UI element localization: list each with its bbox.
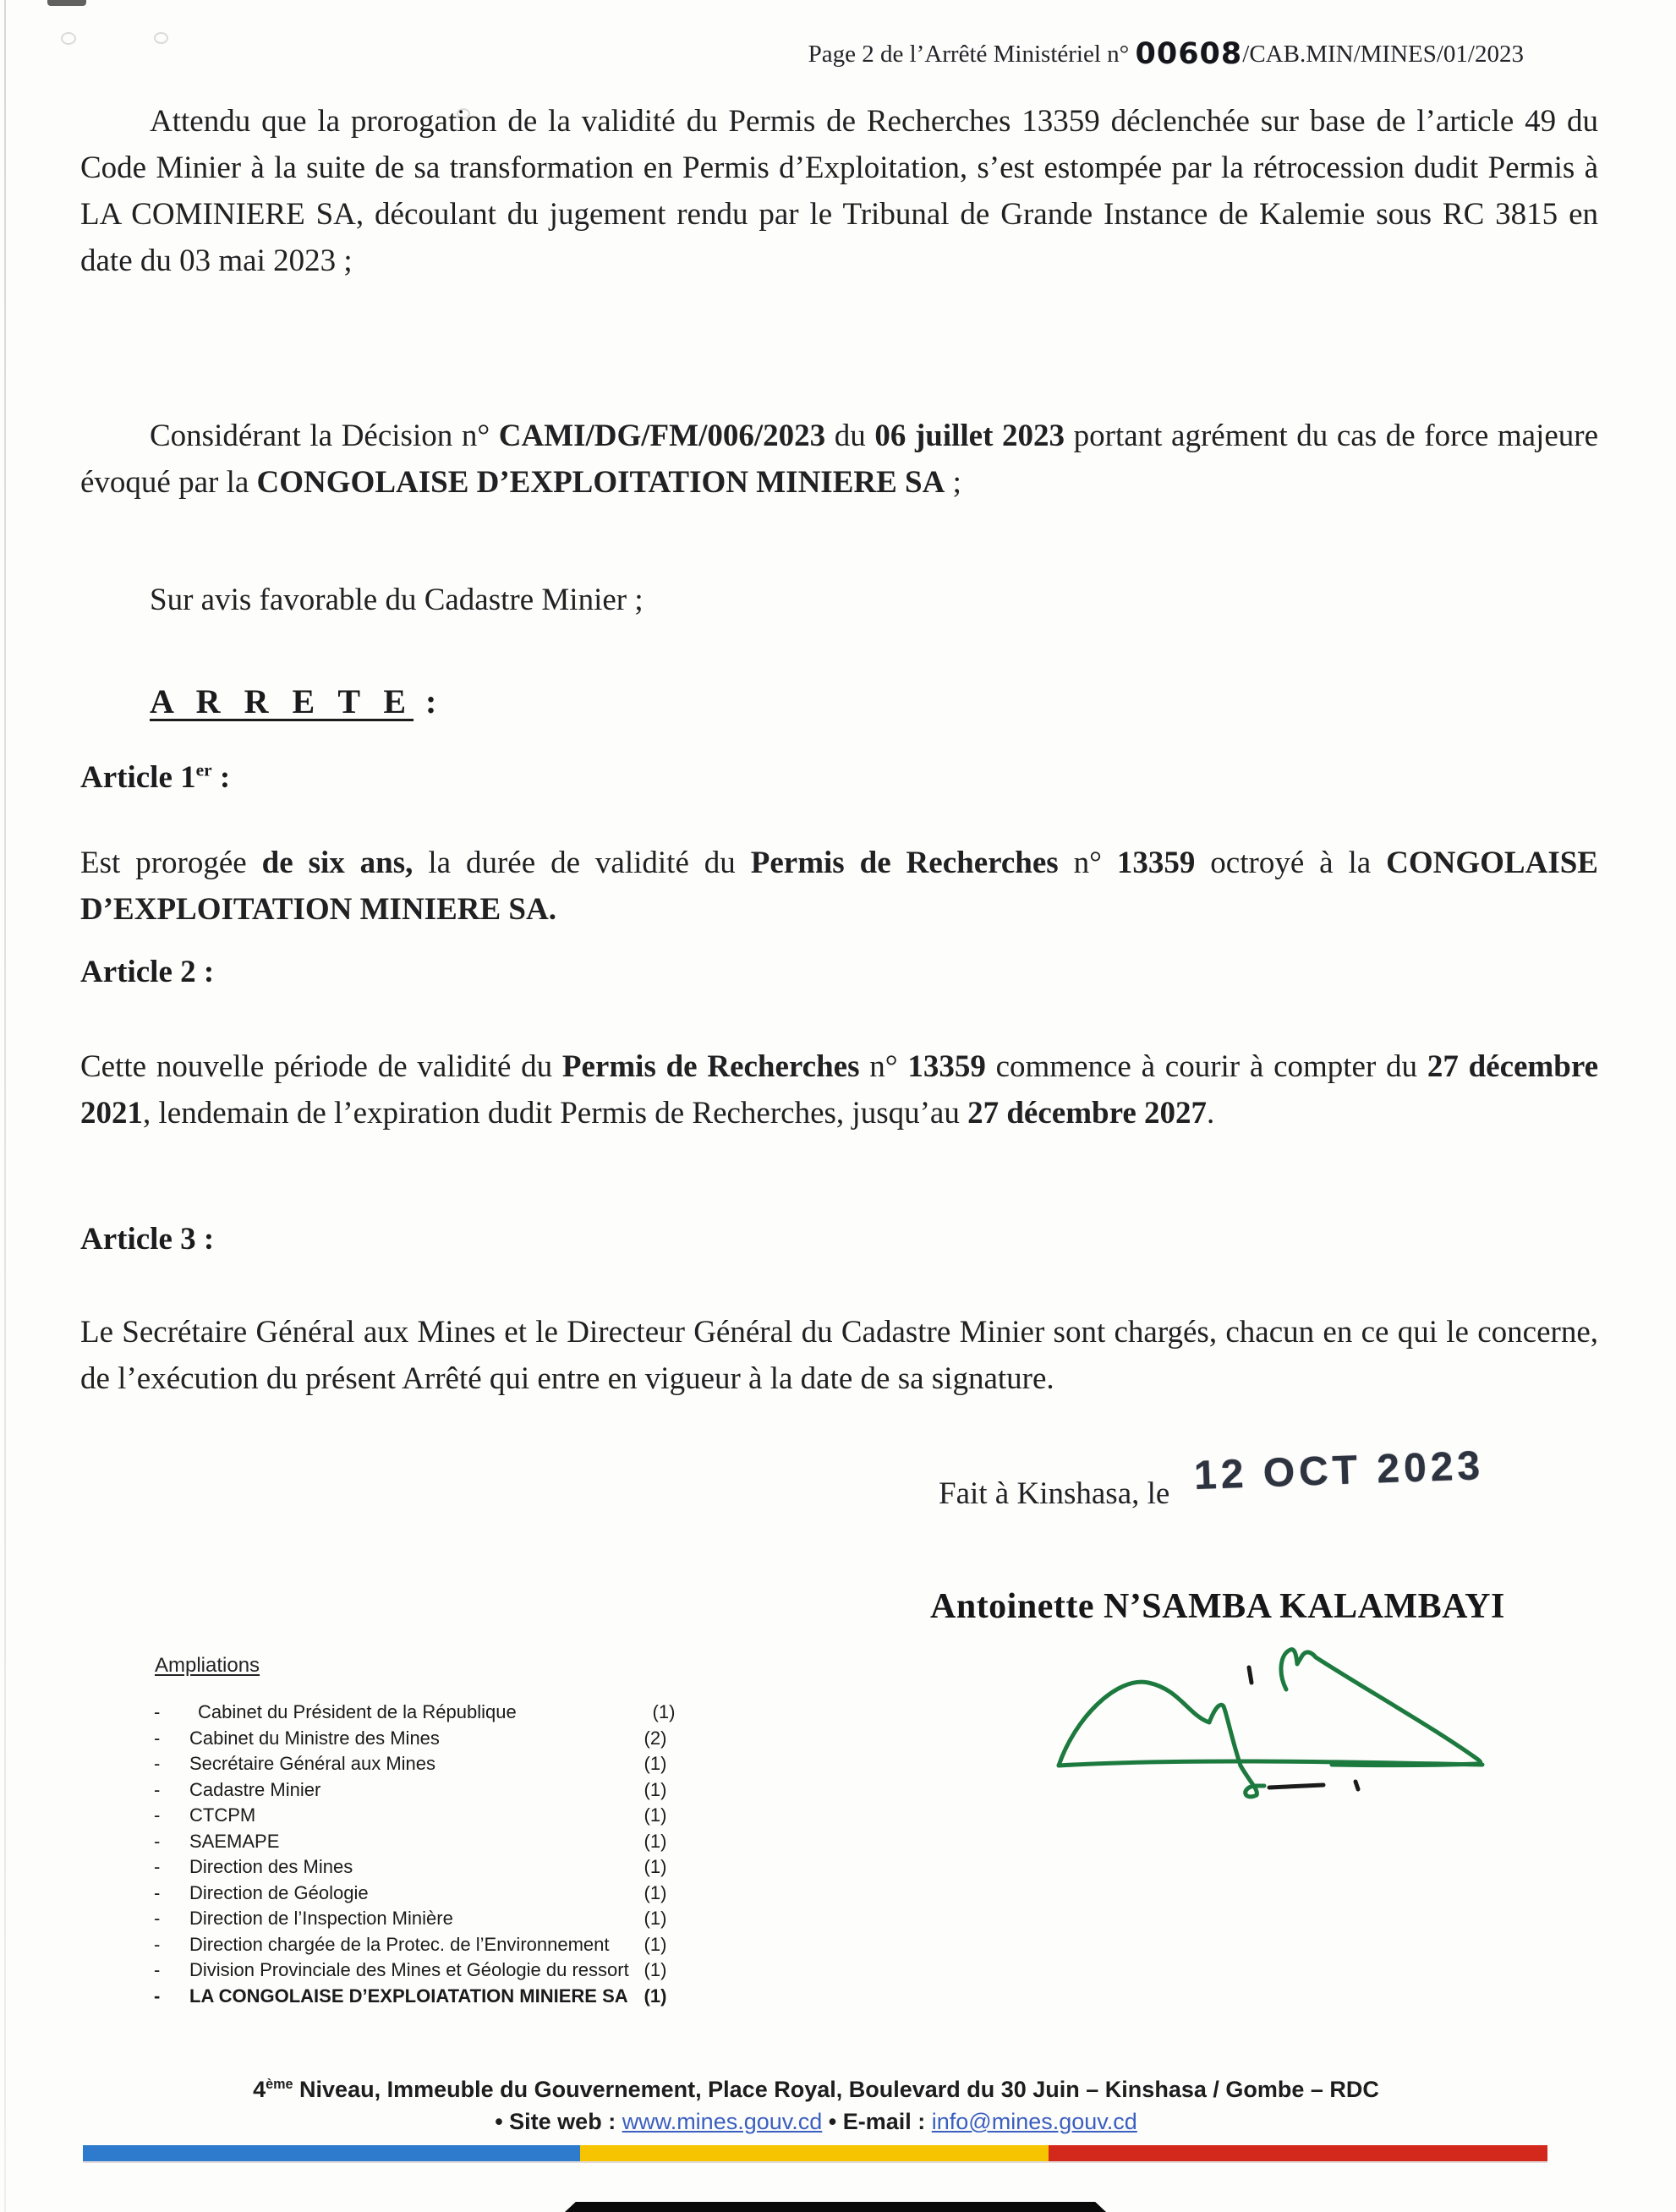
footer-links: [0, 2105, 1632, 2138]
list-item-label: Direction de l’Inspection Minière: [189, 1908, 453, 1929]
signature-ink-dash: [1269, 1785, 1323, 1788]
article-1-number: Article 1: [80, 760, 196, 795]
bold-text-run: CONGOLAISE D’EXPLOITATION MINIERE SA.: [80, 846, 1598, 927]
bold-text-run: 27 décembre 2021: [80, 1049, 1599, 1131]
list-item-label: CTCPM: [189, 1804, 256, 1826]
flag-yellow-segment: [580, 2145, 1049, 2161]
footer-address-num: 4: [253, 2077, 266, 2102]
footer-email-label: • E-mail :: [822, 2109, 932, 2134]
list-item-count: (1): [644, 1753, 667, 1774]
article-3-number: Article 3: [80, 1222, 196, 1257]
page-ref-prefix: Page 2 de l’Arrêté Ministériel n°: [808, 41, 1136, 68]
list-item: [152, 1803, 693, 1829]
text-run: n°: [1058, 846, 1117, 880]
list-item-label: Secrétaire Général aux Mines: [189, 1753, 436, 1774]
site-web-link[interactable]: www.mines.gouv.cd: [622, 2109, 823, 2134]
signature: [1051, 1637, 1491, 1806]
signature-flourish: [1281, 1650, 1481, 1766]
list-item-dash: -: [154, 1908, 161, 1929]
bold-text-run: Permis de Recherches: [561, 1049, 860, 1084]
list-item: [152, 1984, 693, 2010]
list-item: [152, 1700, 693, 1726]
text-run: ;: [945, 465, 961, 500]
list-item-dash: -: [154, 1778, 161, 1800]
article-1-heading: [80, 759, 230, 796]
paragraph-avis: Sur avis favorable du Cadastre Minier ;: [150, 583, 644, 617]
bold-text-run: 06 juillet 2023: [874, 419, 1065, 453]
article-1-body: [80, 840, 1598, 933]
list-item: [152, 1829, 693, 1855]
list-item-dash: -: [154, 1701, 161, 1722]
flag-color-bar: [83, 2145, 1547, 2161]
list-item: [152, 1726, 693, 1752]
list-item-count: (1): [644, 1856, 667, 1877]
bold-text-run: CAMI/DG/FM/006/2023: [498, 419, 826, 453]
list-item-dash: -: [154, 1804, 161, 1826]
text-run: du: [825, 419, 875, 453]
page-footer: [0, 2068, 1632, 2138]
article-1-colon: :: [211, 760, 231, 795]
ampliations-list: [152, 1700, 693, 2009]
footer-siteweb-label: • Site web :: [495, 2109, 622, 2134]
text-run: Cette nouvelle période de validité du: [80, 1049, 562, 1084]
bottom-black-bar: [565, 2202, 1106, 2212]
list-item-dash: -: [154, 1727, 161, 1749]
text-run: Considérant la Décision n°: [150, 419, 499, 453]
list-item: [152, 1751, 693, 1777]
text-run: , lendemain de l’expiration dudit Permis de Recherches, jusqu’au: [143, 1096, 968, 1131]
list-item: [152, 1777, 693, 1804]
article-3-heading: [80, 1221, 214, 1257]
signature-ink-dot: [1356, 1782, 1358, 1789]
page-ref-suffix: /CAB.MIN/MINES/01/2023: [1242, 41, 1524, 68]
list-item: [152, 1906, 693, 1932]
article-2-number: Article 2: [80, 955, 196, 989]
list-item-label: Direction chargée de la Protec. de l’Environnement: [189, 1933, 610, 1955]
list-item-count: (1): [644, 1959, 667, 1980]
article-2-colon: :: [195, 955, 215, 989]
flag-blue-segment: [83, 2145, 580, 2161]
article-3-body: [80, 1309, 1598, 1402]
signature-arc: [1059, 1682, 1264, 1797]
list-item-label: Direction de Géologie: [189, 1881, 369, 1903]
text-run: Est prorogée: [80, 846, 262, 880]
list-item-label: Division Provinciale des Mines et Géologie du ressort: [189, 1959, 629, 1980]
text-run: .: [1207, 1096, 1215, 1131]
footer-address-rest: Niveau, Immeuble du Gouvernement, Place Royal, Boulevard du 30 Juin – Kinshasa / Gombe – RDC: [293, 2077, 1379, 2102]
arrete-word: A R R E T E: [150, 682, 414, 720]
text-run: la durée de validité du: [413, 846, 751, 880]
list-item-dash: -: [154, 1830, 161, 1852]
list-item-count: (1): [644, 1804, 667, 1826]
list-item-label: SAEMAPE: [189, 1830, 280, 1852]
decree-number-stamp: 00608: [1135, 37, 1243, 71]
text-run: commence à courir à compter du: [985, 1049, 1427, 1084]
bold-text-run: 27 décembre 2027: [967, 1096, 1208, 1131]
ampliations-title: Ampliations: [155, 1654, 260, 1677]
list-item-label: LA CONGOLAISE D’EXPLOIATATION MINIERE SA: [189, 1985, 628, 2007]
bold-text-run: de six ans,: [261, 846, 414, 880]
article-2-body: [80, 1043, 1598, 1136]
list-item-dash: -: [154, 1856, 161, 1877]
article-3-colon: :: [195, 1222, 215, 1257]
signature-ink-tick: [1249, 1667, 1252, 1683]
list-item: [152, 1957, 693, 1984]
text-run: Le Secrétaire Général aux Mines et le Directeur Général du Cadastre Minier sont chargés, chacun en ce qui le concerne, de l’exécution du présent Arrêté qui entre en vigueur à la date de sa signature.: [80, 1315, 1598, 1396]
list-item-count: (1): [644, 1778, 667, 1800]
list-item-dash: -: [154, 1881, 161, 1903]
list-item-dash: -: [154, 1985, 161, 2007]
footer-address-sup: ème: [266, 2077, 293, 2092]
list-item-label: Direction des Mines: [189, 1856, 353, 1877]
footer-address: [0, 2068, 1632, 2105]
bold-text-run: 13359: [907, 1049, 986, 1084]
paragraph-attendu: [80, 98, 1598, 284]
signer-name: Antoinette N’SAMBA KALAMBAYI: [930, 1587, 1505, 1626]
list-item-count: (1): [644, 1881, 667, 1903]
arrete-colon: :: [425, 682, 437, 720]
email-link[interactable]: info@mines.gouv.cd: [931, 2109, 1137, 2134]
bold-text-run: Permis de Recherches: [750, 846, 1059, 880]
list-item-dash: -: [154, 1933, 161, 1955]
list-item-label: Cadastre Minier: [189, 1778, 321, 1800]
text-run: n°: [859, 1049, 908, 1084]
date-stamp: 12 OCT 2023: [1193, 1443, 1485, 1498]
article-1-sup: er: [195, 759, 212, 780]
list-item-count: (1): [644, 1830, 667, 1852]
text-run: Attendu que la prorogation de la validité du Permis de Recherches 13359 déclenchée sur base de l’article 49 du Code Minier à la suite de sa transformation en Permis d’Exploitation, s’est estompée par la rétrocession dudit Permis à LA COMINIERE SA, découlant du jugement rendu par le Tribunal de Grande Instance de Kalemie sous RC 3815 en date du 03 mai 2023 ;: [80, 104, 1598, 278]
paragraph-considerant: [80, 413, 1598, 506]
scan-edge: [4, 0, 6, 2212]
list-item-count: (2): [644, 1727, 667, 1749]
list-item: [152, 1932, 693, 1958]
arrete-heading: [150, 682, 436, 721]
article-2-heading: [80, 954, 214, 990]
list-item-label: Cabinet du Président de la République: [198, 1701, 517, 1722]
flag-red-segment: [1049, 2145, 1547, 2161]
list-item-count: (1): [644, 1933, 667, 1955]
bold-text-run: 13359: [1116, 846, 1196, 880]
text-run: portant agrément du cas de force majeure évoqué par la: [80, 419, 1598, 500]
list-item-count: (1): [644, 1985, 667, 2007]
scan-artifact: [47, 0, 86, 6]
list-item-count: (1): [652, 1701, 676, 1722]
date-line: Fait à Kinshasa, le: [939, 1476, 1170, 1511]
list-item-count: (1): [644, 1908, 667, 1929]
list-item-label: Cabinet du Ministre des Mines: [189, 1727, 440, 1749]
bold-text-run: CONGOLAISE D’EXPLOITATION MINIERE SA: [256, 465, 945, 500]
list-item-dash: -: [154, 1959, 161, 1980]
page-header: [0, 37, 1524, 71]
list-item-dash: -: [154, 1753, 161, 1774]
list-item: [152, 1854, 693, 1881]
text-run: octroyé à la: [1195, 846, 1387, 880]
list-item: [152, 1881, 693, 1907]
